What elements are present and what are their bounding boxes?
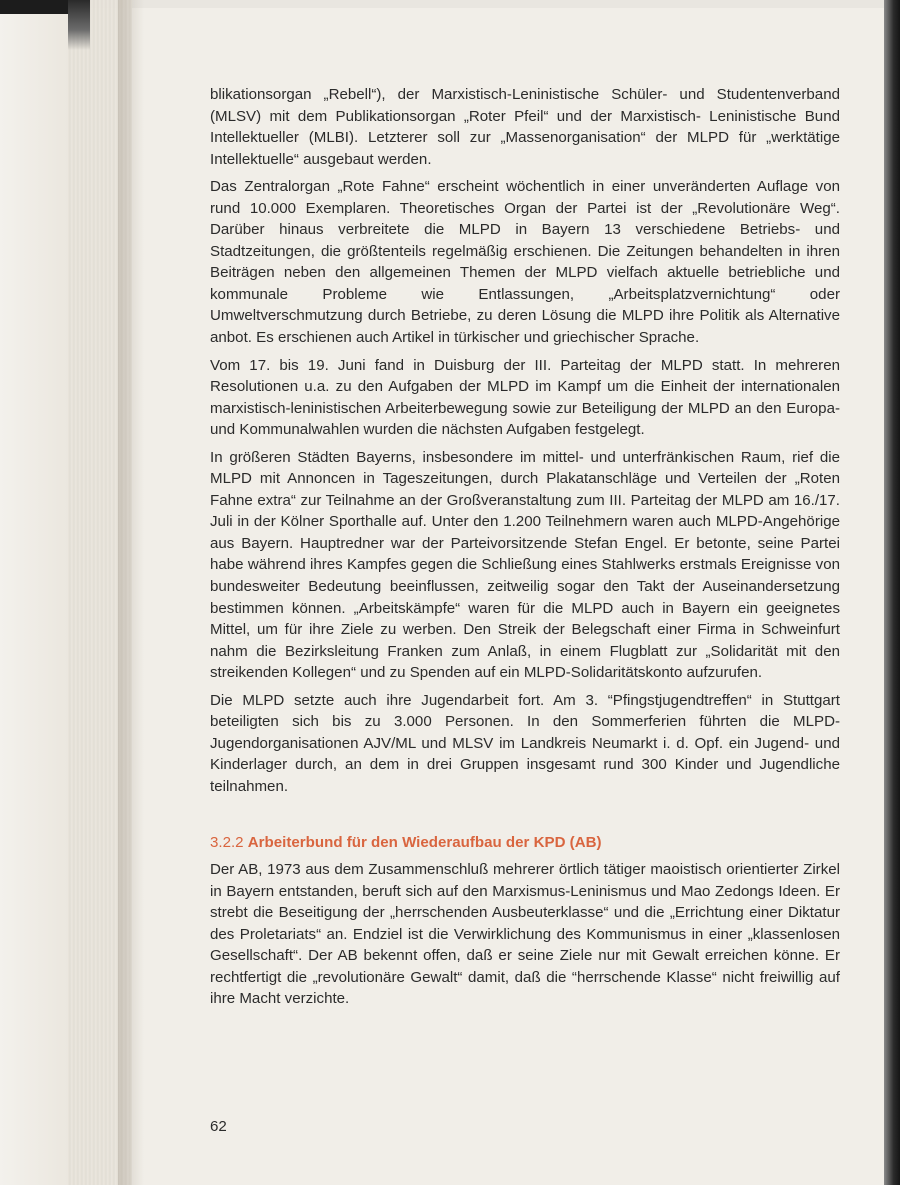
- paragraph: Das Zentralorgan „Rote Fahne“ erscheint wöchentlich in einer unveränderten Auflage von rund 10.000 Exemplaren. Theoretisches Organ der Partei ist der „Revolutionäre Weg“. Darüber hinaus verbreitete die MLPD in Bayern 13 verschiedene Betriebs- und Stadtzeitungen, die größtenteils regelmäßig erschienen. Die Zeitungen behandelten in ihren Beiträgen neben den allgemeinen Themen der MLPD vielfach aktuelle betriebliche und kommunale Probleme wie Entlassungen, „Arbeitsplatzvernichtung“ oder Umweltverschmutzung durch Betriebe, zu deren Lösung die MLPD ihre Politik als Alternative anbot. Es erschienen auch Artikel in türkischer und griechischer Sprache.: [210, 178, 840, 347]
- scan-corner-mark: [0, 0, 90, 14]
- spine-shadow: [118, 0, 144, 1185]
- left-margin: [0, 14, 68, 1185]
- paragraph: Vom 17. bis 19. Juni fand in Duisburg der III. Parteitag der MLPD statt. In mehreren Resolutionen u.a. zu den Aufgaben der MLPD im Kampf um die Einheit der internationalen marxistisch-leninistischen Arbeiterbewegung sowie zur Beteiligung der MLPD an den Europa- und Kommunalwahlen wurden die nächsten Aufgaben festgelegt.: [210, 356, 840, 439]
- body-text: [210, 84, 840, 1010]
- paragraph: In größeren Städten Bayerns, insbesondere im mittel- und unterfränkischen Raum, rief die MLPD mit Annoncen in Tageszeitungen, durch Plakatanschläge und Verteilen der „Roten Fahne extra“ zur Teilnahme an der Großveranstaltung zum III. Parteitag der MLPD am 16./17. Juli in der Kölner Sporthalle auf. Unter den 1.200 Teilnehmern waren auch MLPD-Angehörige aus Bayern. Hauptredner war der Parteivorsitzende Stefan Engel. Er betonte, seine Partei habe während ihres Kampfes gegen die Schließung eines Stahlwerks erstmals Ereignisse von bundesweiter Bedeutung beeinflussen, zeitweilig sogar den Takt der Auseinandersetzung bestimmen können. „Arbeitskämpfe“ waren für die MLPD auch in Bayern ein geeignetes Mittel, um für ihre Ziele zu werben. Den Streik der Belegschaft einer Firma in Schweinfurt nahm die Bezirksleitung Franken zum Anlaß, in einem Flugblatt zur „Solidarität mit den streikenden Kollegen“ und zu Spenden auf ein MLPD-Solidaritätskonto aufzurufen.: [210, 448, 840, 682]
- paragraph: Die MLPD setzte auch ihre Jugendarbeit fort. Am 3. “Pfingstjugendtreffen“ in Stuttgart beteiligten sich bis zu 3.000 Personen. In den Sommerferien führten die MLPD-Jugendorganisationen AJV/ML und MLSV im Landkreis Neumarkt i. d. Opf. ein Jugend- und Kinderlager durch, an dem in drei Gruppen insgesamt rund 300 Kinder und Jugendliche teilnahmen.: [210, 691, 840, 795]
- section-heading: [210, 832, 840, 854]
- page-right-edge: [884, 0, 900, 1185]
- page-number: 62: [210, 1118, 227, 1135]
- paragraph: Der AB, 1973 aus dem Zusammenschluß mehrerer örtlich tätiger maoistisch orientierter Zirkel in Bayern entstanden, beruft sich auf den Marxismus-Leninismus und Mao Zedongs Ideen. Er strebt die Beseitigung der „herrschenden Ausbeuterklasse“ und die „Errichtung einer Diktatur des Proletariats“ an. Endziel ist die Verwirklichung des Kommunismus in einer „klassenlosen Gesellschaft“. Der AB bekennt offen, daß er seine Ziele nur mit Gewalt erreichen könne. Er rechtfertigt die „revolutionäre Gewalt“ damit, daß die “herrschende Klasse“ nicht freiwillig auf ihre Macht verzichte.: [210, 861, 840, 1008]
- section-title: Arbeiterbund für den Wiederaufbau der KPD (AB): [247, 833, 602, 851]
- paragraph: blikationsorgan „Rebell“), der Marxistisch-Leninistische Schüler- und Studentenverband (MLSV) mit dem Publikationsorgan „Roter Pfeil“ und der Marxistisch- Leninistische Bund Intellektueller (MLBI). Letzterer soll zur „Massenorganisation“ der MLPD für „werktätige Intellektuelle“ ausgebaut werden.: [210, 86, 840, 168]
- section-number: 3.2.2: [210, 833, 244, 851]
